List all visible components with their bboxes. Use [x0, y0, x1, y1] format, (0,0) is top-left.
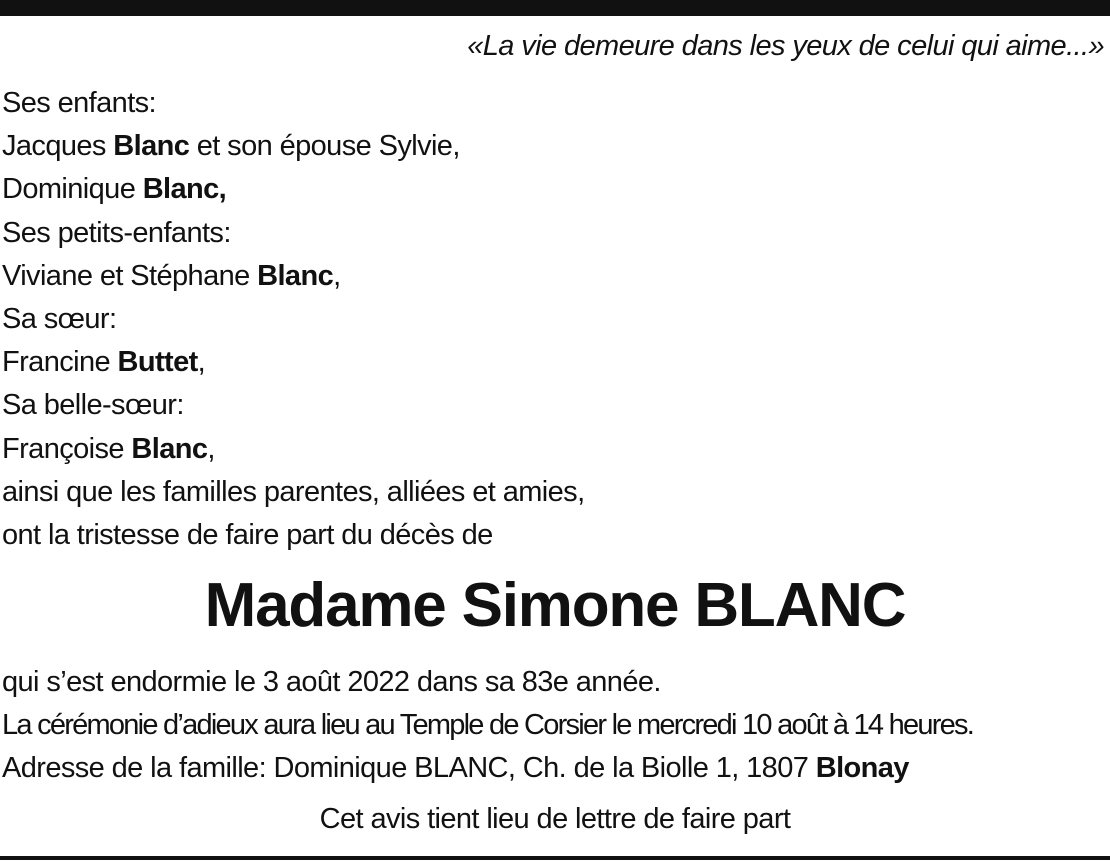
- sister-in-law-surname: Blanc: [131, 432, 208, 465]
- child2-surname: Blanc,: [142, 173, 227, 206]
- grandchildren-punct: ,: [333, 259, 341, 292]
- sister-punct: ,: [197, 346, 206, 379]
- address-text: Adresse de la famille: Dominique BLANC, Ch. de la Biolle 1, 1807: [2, 752, 816, 785]
- announcement-line: ont la tristesse de faire part du décès de: [2, 519, 493, 552]
- relatives-line: ainsi que les familles parentes, alliées et amies,: [2, 475, 585, 508]
- address-line: [2, 747, 973, 790]
- death-line: qui s’est endormie le 3 août 2022 dans sa 83e année.: [2, 666, 661, 698]
- grandchildren-first-names: Viviane et Stéphane: [2, 259, 258, 292]
- footer-note: Cet avis tient lieu de lettre de faire part: [319, 803, 791, 835]
- sister-first-name: Francine: [2, 346, 118, 379]
- child1-surname: Blanc: [113, 130, 190, 163]
- sister-in-law-heading: Sa belle-sœur:: [2, 389, 184, 422]
- details-block: [2, 661, 973, 791]
- children-heading: Ses enfants:: [2, 87, 157, 119]
- sister-in-law-line: [2, 428, 585, 471]
- family-list: [2, 82, 585, 557]
- child1-spouse: et son épouse Sylvie,: [189, 130, 460, 163]
- top-rule: [0, 0, 1110, 16]
- ceremony-line: La cérémonie d’adieux aura lieu au Temple de Corsier le mercredi 10 août à 14 heures.: [2, 709, 974, 742]
- child1-first-name: Jacques: [2, 130, 114, 163]
- epigraph-quote: «La vie demeure dans les yeux de celui qui aime...»: [467, 30, 1104, 62]
- address-city: Blonay: [815, 752, 909, 785]
- child-line-2: [2, 168, 585, 211]
- sister-line: [2, 341, 585, 384]
- sister-surname: Buttet: [117, 346, 198, 379]
- child-line-1: [2, 125, 585, 168]
- sister-heading: Sa sœur:: [2, 303, 117, 336]
- grandchildren-heading: Ses petits-enfants:: [2, 216, 231, 249]
- child2-first-name: Dominique: [2, 173, 143, 206]
- grandchildren-line: [2, 255, 585, 298]
- grandchildren-surname: Blanc: [257, 259, 334, 292]
- sister-in-law-punct: ,: [207, 432, 215, 465]
- bottom-rule: [0, 856, 1110, 860]
- deceased-name: Madame Simone BLANC: [204, 571, 906, 640]
- sister-in-law-first-name: Françoise: [2, 432, 132, 465]
